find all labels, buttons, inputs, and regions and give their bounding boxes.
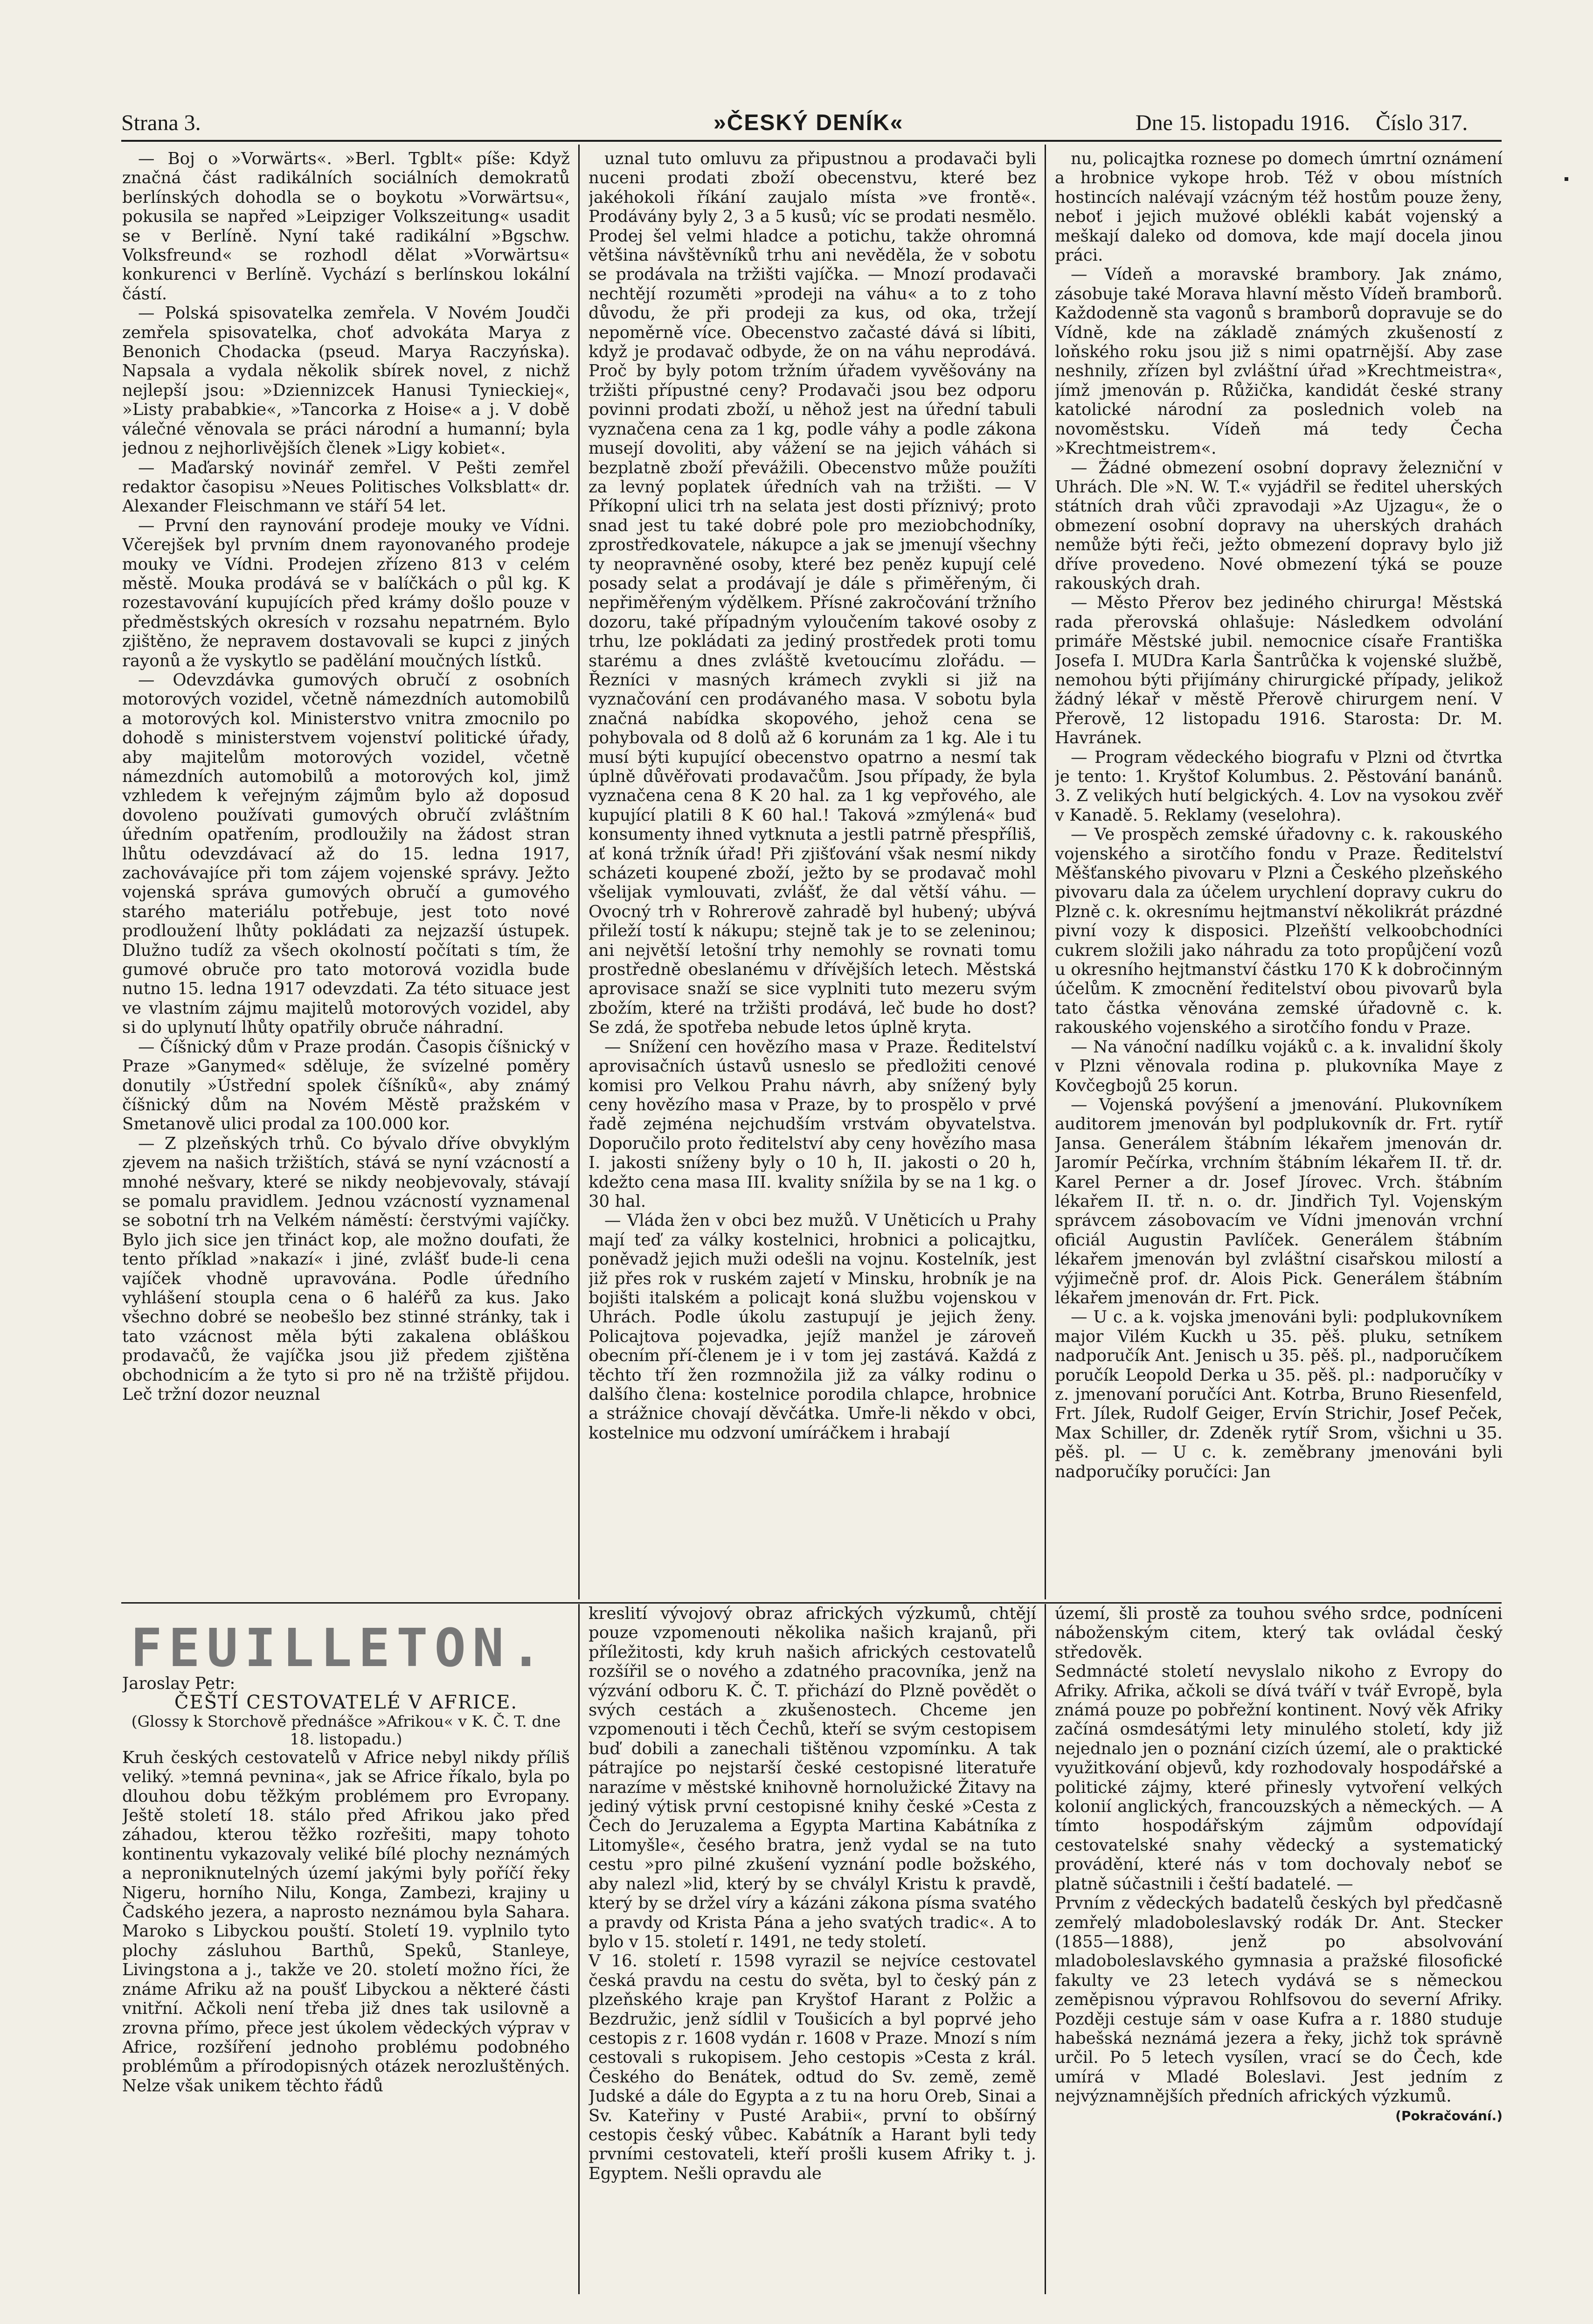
page-number: Strana 3. (121, 111, 201, 135)
article-paragraph: Kruh českých cestovatelů v Africe nebyl nikdy příliš veliký. »temná pevnina«, jak se Africe říkalo, byla po dlouhou dobu těžkým problémem pro Evropany. Ještě století 18. stálo před Afrikou jako před záhadou, kterou těžko rozřešiti, mapy tohoto kontinentu vykazovaly veliké bílé plochy neznámých a neproniknutelných území jakými byly poříčí řeky Nigeru, horního Nilu, Konga, Zambezi, krajiny u Čadského jezera, a naprosto neznámou byla Sahara. Maroko s Libyckou pouští. Století 19. vyplnilo tyto plochy zásluhou Barthů, Speků, Stanleye, Livingstona a j., takže ve 20. století možno říci, že známe Afriku až na poušť Libyckou a některé části vnitřní. Ačkoli není třeba již dnes tak usilovně a zrovna přímo, přece jest úkolem vědeckých výprav v Africe, rozšíření jednoho problému podobného problémům a přírodopisných otázek nerozluštěných. Nelze však unikem těchto řádů (122, 1748, 570, 2096)
masthead: »ČESKÝ DENÍK« (713, 111, 904, 135)
continued-note: (Pokračování.) (1395, 2108, 1503, 2123)
column-1 (122, 149, 570, 1604)
article-paragraph: — Odevzdávka gumových obručí z osobních motorových vozidel, včetně námezdních automobilů a motorových kol. Ministerstvo vnitra zmocnilo po dohodě s ministerstvem vojenství politické úřady, aby majitelům motorových vozidel, včetně námezdních automobilů a motorových kol, jimž vzhledem k veřejným zájmům bylo až doposud dovoleno používati gumových obručí zvláštním úředním opatřením, prodloužily na žádost stran lhůtu odevzdávací až do 15. ledna 1917, zachovávajíce při tom zájem vojenské správy. Ježto vojenská správa gumových obručí a gumového starého materiálu potřebuje, jest toto nové prodloužení lhůty pokládati za nejzazší ústupek. Dlužno tudíž za všech okolností počítati s tím, že gumové obruče pro tato motorová vozidla bude nutno 15. ledna 1917 odevzdati. Za této situace jest ve vlastním zájmu majitelů motorových vozidel, aby si do uplynutí lhůty opatřily obruče náhradní. (122, 670, 570, 1038)
article-paragraph: V 16. století r. 1598 vyrazil se nejvíce cestovatel česká pravdu na cestu do světa, byl to český pán z plzeňského kraje pan Kryštof Harant z Polžic a Bezdružic, jenž sídlil v Toušicích a byl poprvé jeho cestopis z r. 1608 vydán r. 1608 v Praze. Mnozí s ním cestovali s rukopisem. Jeho cestopis »Cesta z král. Českého do Benátek, odtud do Sv. země, země Judské a dále do Egypta a z tu na horu Oreb, Sinai a Sv. Kateřiny v Pusté Arabii«, první to obšírný cestopis český vůbec. Kabátník a Harant byli tedy prvními cestovateli, kteří prošli kusem Afriky t. j. Egyptem. Nešli opravdu ale (589, 1951, 1036, 2183)
margin-mark (1565, 177, 1568, 181)
article-paragraph: — Žádné obmezení osobní dopravy železniční v Uhrách. Dle »N. W. T.« vyjádřil se ředitel uherských státních drah vůči zpravodaji »Az Ujzagu«, že o obmezení osobní dopravy na uherských drahách nemůže býti řeči, ježto obmezení dopravy bylo již dříve provedeno. Nové obmezení týká se pouze rakouských drah. (1055, 458, 1503, 593)
article-paragraph: — Maďarský novinář zemřel. V Pešti zemřel redaktor časopisu »Neues Politisches Volksblatt« dr. Alexander Fleischmann ve stáří 54 let. (122, 458, 570, 516)
issue-number: Číslo 317. (1376, 111, 1468, 135)
article-paragraph: — Vídeň a moravské brambory. Jak známo, zásobuje také Morava hlavní město Vídeň bramborů. Každodenně sta vagonů s bramborů dopravuje se do Vídně, kde na základě známých zkušeností z loňského roku jsou již s nimi opatrnější. Aby zase neshnily, zřízen byl zvláštní úřad »Krechtmeistra«, jímž jmenován p. Růžička, kandidát české strany katolické národní za poslednich voleb na novoměstsku. Vídeň má tedy Čecha »Krechtmeistrem«. (1055, 265, 1503, 458)
article-paragraph: — U c. a k. vojska jmenováni byli: podplukovníkem major Vilém Kuckh u 35. pěš. pluku, setníkem nadporučík Ant. Jenisch u 35. pěš. pl., nadporučíkem poručík Leopold Derka u 35. pěš. pl.: nadporučíky v z. jmenovaní poručíci Ant. Kotrba, Bruno Riesenfeld, Frt. Jílek, Rudolf Geiger, Ervín Strichir, Josef Peček, Max Schiller, dr. Zdeněk rytíř Srom, všichni u 35. pěš. pl. — U c. k. zeměbrany jmenováni byli nadporučíky poručíci: Jan (1055, 1307, 1503, 1481)
article-paragraph: — Z plzeňských trhů. Co bývalo dříve obvyklým zjevem na našich tržištích, stává se nyní vzácností a mnohé nešvary, které se nikdy neobjevovaly, stávají se pomalu pravidlem. Jednou vzácností vyznamenal se sobotní trh na Velkém náměstí: čerstvými vajíčky. Bylo jich sice jen třináct kop, ale možno doufati, že tento příklad »nakazí« i jiné, zvlášť bude-li cena vajíček vhodně upravována. Podle úředního vyhlášení stoupla cena o 6 haléřů za kus. Jako všechno dobré se neobešlo bez stinné stránky, tak i tato vzácnost měla býti zakalena obláškou prodavačů, že vajíčka jsou již předem zjištěna obchodnicím a že tyto si pro ně na tržiště přijdou. Leč tržní dozor neuznal (122, 1134, 570, 1404)
article-paragraph: uznal tuto omluvu za připustnou a prodavači byli nuceni prodati zboží obecenstvu, které bez jakéhokoli říkání zaujalo místa »ve frontě«. Prodávány byly 2, 3 a 5 kusů; víc se prodati nesmělo. Prodej šel velmi hladce a potichu, takže ohromná většina návštěvníků trhu ani nevěděla, že v sobotu se prodávala na tržišti vajíčka. — Mnozí prodavači nechtějí rozuměti »prodeji na váhu« a to z toho důvodu, že při prodeji za kus, od oka, tržejí nepoměrně více. Obecenstvo začasté dává si líbiti, když je prodavač odbyde, že on na váhu neprodává. Proč by byly potom tržním úřadem vyvěšovány na tržišti přípustné ceny? Prodavači jsou bez odporu povinni prodati zboží, u něhož jest na úřední tabuli vyznačena cena za 1 kg, podle váhy a podle zákona musejí dovoliti, aby vážení se na jejich váhách si bezplatně zboží převážili. Obecenstvo může použíti za levný poplatek úředních vah na tržišti. — V Příkopní ulici trh na selata jest dosti příznivý; proto snad jest tu také dobré pole pro meziobchodníky, zprostředkovatele, nákupce a jak se jmenují všechny ty neopravněné osoby, které bez peněz kupují celé posady selat a prodávají je dále s přiměřeným, či nepřiměřeným výdělkem. Přísné zakročování tržního dozoru, také případným vyloučením takové osoby z trhu, lze pokládati za jediný prostředek proti tomu starému a dnes zvláště kvetoucímu zlořádu. — Řezníci v masných krámech zvykli si již na vyznačování cen prodávaného masa. V sobotu byla značná nabídka skopového, jehož cena se pohybovala od 8 dolů až 6 korunám za 1 kg. Ale i tu musí býti kupující obecenstvo opatrno a nesmí tak úplně důvěřovati prodavačům. Jsou případy, že byla vyznačena cena 8 K 20 hal. za 1 kg vepřového, ale kupující platili 8 K 60 hal.! Taková »zmýlená« buď konsumenty ihned vytknuta a jestli patrně přespříliš, ať koná tržník úřad! Při zjišťování však nesmí nikdy scházeti koupené zboží, ježto by se prodavač mohl všelijak vymlouvati, zvlášť, že dal větší váhu. — Ovocný trh v Rohrerově zahradě byl hubený; ubývá přileží tostí k nákupu; stejně tak je to se zeleninou; ani největší letošní trhy nemohly se rovnati tomu prostředně obeslanému v dřívějších letech. Městská aprovisace snaží se sice vyplniti tuto mezeru svým zbožím, které na tržišti prodává, leč bude ho dost? Se zdá, že spotřeba nebude letos úplně kryta. (589, 149, 1036, 1038)
article-paragraph: — Město Přerov bez jediného chirurga! Městská rada přerovská ohlašuje: Následkem odvolání primáře Městské jubil. nemocnice císaře Františka Josefa I. MUDra Karla Šantrůčka k vojenské službě, nemohou býti přijímány chirurgické případy, jelikož žádný lékař v městě Přerově chirurgem není. V Přerově, 12 listopadu 1916. Starosta: Dr. M. Havránek. (1055, 593, 1503, 748)
feuilleton-column-2 (589, 1604, 1036, 2294)
feuilleton-column-3 (1055, 1604, 1503, 2294)
article-paragraph: — Polská spisovatelka zemřela. V Novém Joudči zemřela spisovatelka, choť advokáta Marya z Benonich Chodacka (pseud. Marya Raczyńska). Napsala a vydala několik sbírek novel, z nichž nejlepší jsou: »Dziennizcek Hanusi Tynieckiej«, »Listy prababkie«, »Tancorka z Hoise« a j. V době válečné věnovala se práci národní a humanní; byla jednou z nejhorlivějších členek »Ligy kobiet«. (122, 304, 570, 458)
article-paragraph: — Číšnický dům v Praze prodán. Časopis číšnický v Praze »Ganymed« sděluje, že svízelné poměry donutily »Ústřední spolek číšníků«, aby známý číšnický dům na Novém Městě pražském v Smetanově ulici prodal za 100.000 kor. (122, 1037, 570, 1134)
article-paragraph: — Program vědeckého biografu v Plzni od čtvrtka je tento: 1. Kryštof Kolumbus. 2. Pěstování banánů. 3. Z velikých hutí belgických. 4. Lov na vysokou zvěř v Kanadě. 5. Reklamy (veselohra). (1055, 747, 1503, 825)
article-paragraph: — Vláda žen v obci bez mužů. V Uněticích u Prahy mají teď za války kostelnici, hrobnici a policajtku, poněvadž jejich muži odešli na vojnu. Kostelník, jest již přes rok v ruském zajetí v Minsku, hrobník je na bojišti italském a policajt koná službu vojenskou v Uhrách. Podle úkolu zastupují je jejich ženy. Policajtova pojevadka, jejíž manžel je zároveň obecním pří-členem je i v tom jej zastává. Každá z těchto tří žen rozmnožila již za války rodinu o dalšího člena: kostelnice porodila chlapce, hrobnice a strážnice chovají děvčátka. Umře-li někdo v obci, kostelnice mu odzvoní umíráčkem i hrabají (589, 1211, 1036, 1443)
article-paragraph: nu, policajtka roznese po domech úmrtní oznámení a hrobnice vykope hrob. Též v obou místních hostincích nalévají vzácným též hostům pouze ženy, neboť i jejich mužové oblékli kabát vojenský a meškají daleko od domova, kde mají docela jinou práci. (1055, 149, 1503, 265)
feuilleton-author: Jaroslav Petr: (122, 1674, 235, 1693)
column-rule-1 (578, 145, 580, 1599)
article-paragraph: — Boj o »Vorwärts«. »Berl. Tgblt« píše: Když značná část radikálních sociálních demokratů berlínských dohodla se o boykotu »Vorwärtsu«, pokusila se napřed »Leipziger Volkszeitung« usadit se v Berlíně. Nyní také radikální »Bgschw. Volksfreund« se rozhodl dělat »Vorwärtsu« konkurenci v Berlíně. Vychází s berlínskou lokální částí. (122, 149, 570, 304)
article-paragraph: kreslití vývojový obraz afrických výzkumů, chtějí pouze vzpomenouti několika našich krajanů, při příležitosti, kdy kruh našich afrických cestovatelů rozšířil se o nového a zdatného pracovníka, jenž na výzvání odboru K. Č. T. přichází do Plzně povědět o svých cestách a zkušenostech. Chceme jen vzpomenouti i těch Čechů, kteří se svým cestopisem buď dobili a zanechali tištěnou vzpomínku. A tak pátrajíce po nejstarší české cestopisné literatuře narazíme v městské knihovně hornolužické Žitavy na jediný výtisk první cestopisné knihy české »Cesta z Čech do Jeruzalema a Egypta Martina Kabátníka z Litomyšle«, česého bratra, jenž vydal se na tuto cestu »pro pilné zkušení vyznání podle božského, aby nalezl »lid, který by se chvályl Kristu k pravdě, který by se držel víry a kázáni zákona písma svatého a pravdy od Krista Pána a jeho svatých tradic«. A to bylo v 15. století r. 1491, ne tedy století. (589, 1604, 1036, 1951)
issue-date: Dne 15. listopadu 1916. (1136, 111, 1350, 135)
column-2 (589, 149, 1036, 1604)
article-paragraph: Prvním z vědeckých badatelů českých byl předčasně zemřelý mladoboleslavský rodák Dr. Ant. Stecker (1855—1888), jenž po absolvování mladoboleslavského gymnasia a pražské filosofické fakulty ve 23 letech vydává se s německou zeměpisnou výpravou Rohlfsovou do severní Afriky. Později cestuje sám v oase Kufra a r. 1880 studuje habešská neznámá jezera a řeky, jichž tok správně určil. Po 5 letech vysílen, vrací se do Čech, kde umírá v Mladé Boleslavi. Jest jedním z nejvýznamnějších předních afrických výzkumů. (1055, 1894, 1503, 2106)
header-rule (121, 140, 1502, 142)
page-header (121, 110, 1497, 147)
article-paragraph: — První den raynování prodeje mouky ve Vídni. Včerejšek byl prvním dnem rayonovaného prodeje mouky ve Vídni. Prodejen zřízeno 813 v celém městě. Mouka prodává se v balíčkách o půl kg. K rozestavování kupujících před krámy došlo pouze v předměstských okresích v rozsahu nepatrném. Bylo zjištěno, že nepravem dostavovali se kupci z jiných rayonů a že vyskytlo se padělání moučných lístků. (122, 516, 570, 671)
article-paragraph: Sedmnácté století nevyslalo nikoho z Evropy do Afriky. Afrika, ačkoli se dívá tváří v tvář Evropě, byla známá pouze po pobřežní kontinent. Nový věk Afriky začíná osmdesátými lety minulého století, kdy již nejednalo jen o poznání cizích území, ale o praktické využitkování objevů, kdy rozhodovaly hospodářské a politické zájmy, které přinesly vytvoření velkých kolonií anglických, francouzských a německých. — A tímto hospodářským zájmům odpovídají cestovatelské snahy vědecký a systematický provádění, které nás v tom dochovaly neboť se platně súčastnili i čeští badatelé. — (1055, 1662, 1503, 1894)
feuilleton-title: ČEŠTÍ CESTOVATELÉ V AFRICE. (174, 1692, 518, 1714)
article-paragraph: území, šli prostě za touhou svého srdce, podníceni náboženským citem, který tak ovládal český středověk. (1055, 1604, 1503, 1662)
article-paragraph: — Na vánoční nadílku vojáků c. a k. invalidní školy v Plzni věnovala rodina p. plukovníka Maye z Kovčegbojů 25 korun. (1055, 1037, 1503, 1095)
column-rule-3 (578, 1604, 580, 2294)
column-3 (1055, 149, 1503, 1604)
article-paragraph: — Snížení cen hovězího masa v Praze. Ředitelství aprovisačních ústavů usneslo se předložiti cenové komisi pro Velkou Prahu návrh, aby snížený byly ceny hovězího masa v Praze, by to prospělo v prvé řadě zejména nejchudším vrstvám obyvatelstva. Doporučilo proto ředitelství aby ceny hovězího masa I. jakosti sníženy byly o 10 h, II. jakosti o 20 h, kdežto cena masa III. kvality snížila by se na 1 kg. o 30 hal. (589, 1037, 1036, 1211)
feuilleton-subtitle: (Glossy k Storchově přednášce »Afrikou« v K. Č. T. dne 18. listopadu.) (131, 1712, 561, 1748)
column-rule-2 (1045, 145, 1046, 1599)
feuilleton-heading: FEUILLETON. (131, 1618, 548, 1679)
feuilleton-column-1 (122, 1674, 570, 2294)
column-rule-4 (1045, 1604, 1046, 2294)
article-paragraph: — Vojenská povýšení a jmenování. Plukovníkem auditorem jmenován byl podplukovník dr. Frt. rytíř Jansa. Generálem štábním lékařem jmenován dr. Jaromír Pečírka, vrchním štábním lékařem II. tř. dr. Karel Perner a dr. Josef Jírovec. Vrch. štábním lékařem II. tř. n. o. dr. Jindřich Tyl. Vojenským správcem zásobovacím ve Vídni jmenován vrchní oficiál Augustin Pavlíček. Generálem štábním lékařem jmenován byl zvláštní cisařskou milostí a výjimečně prof. dr. Alois Pick. Generálem štábním lékařem jmenován dr. Frt. Pick. (1055, 1095, 1503, 1307)
article-paragraph: — Ve prospěch zemské úřadovny c. k. rakouského vojenského a sirotčího fondu v Praze. Ředitelství Měšťanského pivovaru v Plzni a Českého plzeňského pivovaru dala za účelem urychlení dopravy cukru do Plzně c. k. okresnímu hejtmanství několikrát prázdné pivní vozy k disposici. Plzeňští velkoobchodníci cukrem složili jako náhradu za toto propůjčení vozů u okresního hejtmanství částku 170 K k dobročinným účelům. K zmocnění ředitelství obou pivovarů byla tato částka věnována zemské úřadovně c. k. rakouského vojenského a sirotčího fondu v Praze. (1055, 825, 1503, 1038)
feuilleton-rule (121, 1602, 1502, 1604)
